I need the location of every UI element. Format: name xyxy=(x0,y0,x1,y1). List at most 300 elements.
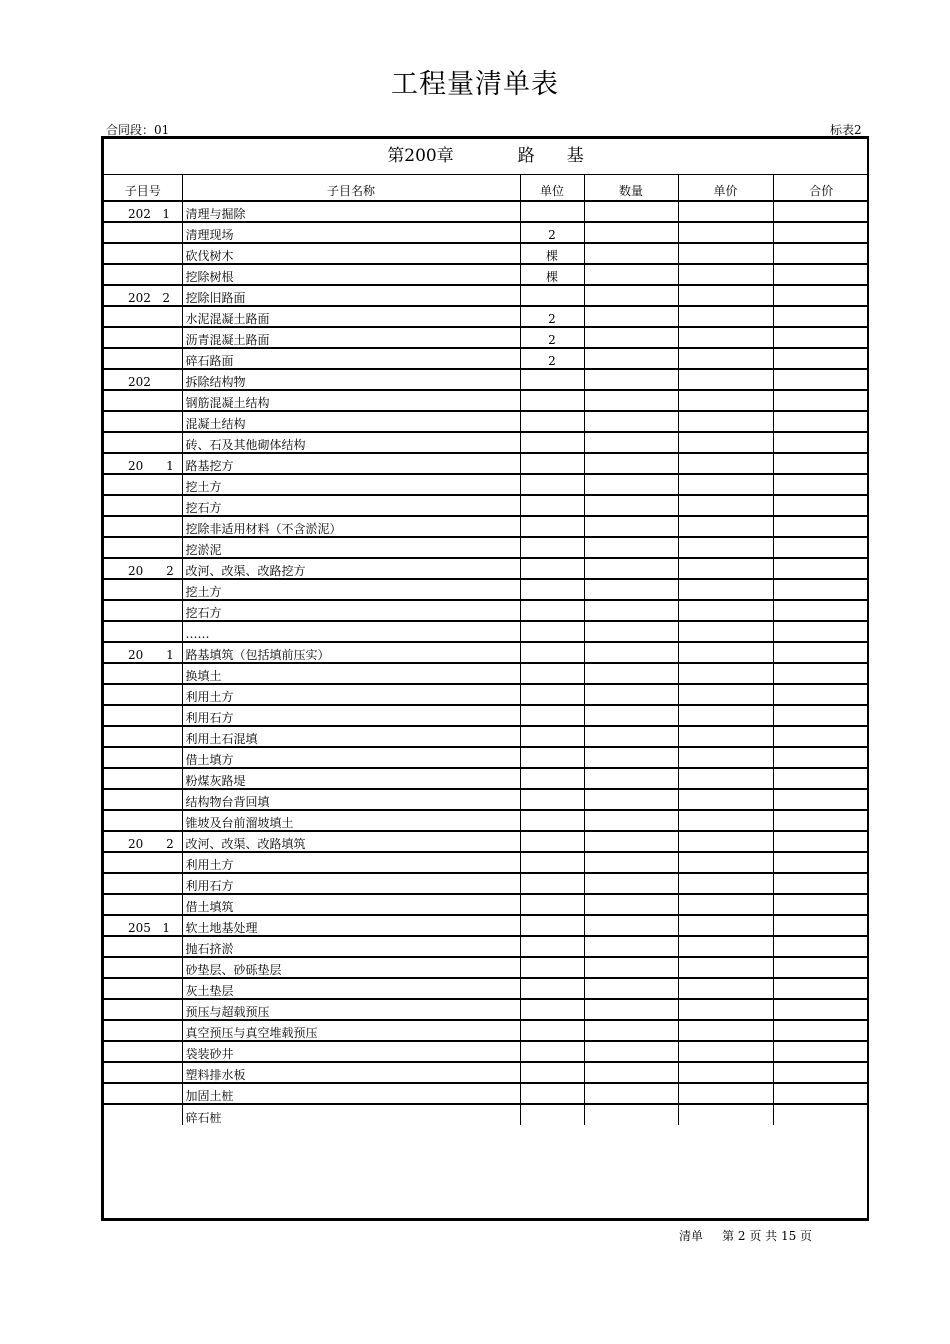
unit-cell: 2 xyxy=(520,327,584,348)
contract-section-label: 合同段：01 xyxy=(106,123,170,137)
quantity-cell xyxy=(584,453,678,474)
item-name-cell: 利用土方 xyxy=(182,852,520,873)
table-row xyxy=(104,264,869,285)
table-row xyxy=(104,768,869,789)
table-header-row xyxy=(104,174,869,201)
header-unit-price: 单价 xyxy=(678,174,773,201)
item-code-cell xyxy=(104,873,182,894)
total-price-cell xyxy=(773,705,869,726)
table-row xyxy=(104,831,869,852)
quantity-cell xyxy=(584,306,678,327)
unit-cell xyxy=(520,1104,584,1125)
quantity-cell xyxy=(584,621,678,642)
table-row xyxy=(104,915,869,936)
item-name-cell: 沥青混凝土路面 xyxy=(182,327,520,348)
unit-price-cell xyxy=(678,537,773,558)
total-price-cell xyxy=(773,747,869,768)
table-row xyxy=(104,243,869,264)
item-name-cell: 挖石方 xyxy=(182,495,520,516)
item-name-cell: 塑料排水板 xyxy=(182,1062,520,1083)
table-row xyxy=(104,978,869,999)
unit-price-cell xyxy=(678,327,773,348)
item-code-cell xyxy=(104,789,182,810)
table-code-label: 标表2 xyxy=(830,123,862,137)
quantity-cell xyxy=(584,327,678,348)
table-row xyxy=(104,663,869,684)
unit-price-cell xyxy=(678,243,773,264)
table-row xyxy=(104,894,869,915)
unit-cell xyxy=(520,600,584,621)
table-row xyxy=(104,936,869,957)
item-code-cell xyxy=(104,1020,182,1041)
total-price-cell xyxy=(773,978,869,999)
item-name-cell: 袋装砂井 xyxy=(182,1041,520,1062)
quantity-cell xyxy=(584,201,678,222)
item-name-cell: 砖、石及其他砌体结构 xyxy=(182,432,520,453)
table-row xyxy=(104,1104,869,1125)
chapter-name-part1: 路 xyxy=(517,146,535,166)
total-price-cell xyxy=(773,894,869,915)
quantity-cell xyxy=(584,432,678,453)
total-price-cell xyxy=(773,327,869,348)
total-price-cell xyxy=(773,1104,869,1125)
unit-cell xyxy=(520,1083,584,1104)
unit-price-cell xyxy=(678,579,773,600)
document-title: 工程量清单表 xyxy=(391,69,559,100)
unit-price-cell xyxy=(678,936,773,957)
item-name-cell: 抛石挤淤 xyxy=(182,936,520,957)
table-row xyxy=(104,705,869,726)
quantity-cell xyxy=(584,768,678,789)
item-code-cell xyxy=(104,600,182,621)
unit-price-cell xyxy=(678,894,773,915)
item-code-cell xyxy=(104,705,182,726)
item-code-cell xyxy=(104,999,182,1020)
chapter-heading xyxy=(104,139,867,175)
item-code-cell xyxy=(104,222,182,243)
total-price-cell xyxy=(773,537,869,558)
quantity-cell xyxy=(584,894,678,915)
quantity-cell xyxy=(584,810,678,831)
item-name-cell: 挖淤泥 xyxy=(182,537,520,558)
table-row xyxy=(104,369,869,390)
unit-cell xyxy=(520,852,584,873)
item-name-cell: 挖土方 xyxy=(182,474,520,495)
unit-cell xyxy=(520,957,584,978)
unit-price-cell xyxy=(678,600,773,621)
unit-cell xyxy=(520,810,584,831)
total-price-cell xyxy=(773,558,869,579)
item-code-cell xyxy=(104,810,182,831)
unit-cell xyxy=(520,1062,584,1083)
quantity-cell xyxy=(584,1083,678,1104)
item-name-cell: 软土地基处理 xyxy=(182,915,520,936)
quantity-cell xyxy=(584,369,678,390)
total-price-cell xyxy=(773,495,869,516)
item-code-cell: 202 1 xyxy=(104,201,182,222)
total-price-cell xyxy=(773,285,869,306)
unit-price-cell xyxy=(678,264,773,285)
unit-cell xyxy=(520,999,584,1020)
total-price-cell xyxy=(773,936,869,957)
table-row xyxy=(104,1083,869,1104)
item-name-cell: 清理与掘除 xyxy=(182,201,520,222)
item-name-cell: 混凝土结构 xyxy=(182,411,520,432)
total-price-cell xyxy=(773,348,869,369)
unit-cell xyxy=(520,474,584,495)
item-name-cell: 钢筋混凝土结构 xyxy=(182,390,520,411)
item-name-cell: 砍伐树木 xyxy=(182,243,520,264)
unit-price-cell xyxy=(678,1083,773,1104)
unit-price-cell xyxy=(678,621,773,642)
total-price-cell xyxy=(773,789,869,810)
unit-cell xyxy=(520,579,584,600)
quantity-cell xyxy=(584,348,678,369)
item-code-cell xyxy=(104,957,182,978)
quantity-cell xyxy=(584,1104,678,1125)
item-code-cell xyxy=(104,1041,182,1062)
unit-cell xyxy=(520,726,584,747)
table-row xyxy=(104,453,869,474)
total-price-cell xyxy=(773,1062,869,1083)
unit-price-cell xyxy=(678,390,773,411)
item-code-cell: 20 2 xyxy=(104,558,182,579)
table-row xyxy=(104,684,869,705)
table-row xyxy=(104,411,869,432)
total-price-cell xyxy=(773,474,869,495)
unit-price-cell xyxy=(678,516,773,537)
quantity-cell xyxy=(584,600,678,621)
quantity-cell xyxy=(584,663,678,684)
item-code-cell: 20 1 xyxy=(104,453,182,474)
unit-price-cell xyxy=(678,285,773,306)
item-name-cell: 利用土石混填 xyxy=(182,726,520,747)
quantity-cell xyxy=(584,978,678,999)
total-price-cell xyxy=(773,726,869,747)
table-row xyxy=(104,1041,869,1062)
table-row xyxy=(104,285,869,306)
table-row xyxy=(104,726,869,747)
quantity-cell xyxy=(584,1020,678,1041)
unit-price-cell xyxy=(678,852,773,873)
unit-cell xyxy=(520,453,584,474)
unit-cell xyxy=(520,768,584,789)
item-name-cell: 挖除非适用材料（不含淤泥） xyxy=(182,516,520,537)
unit-price-cell xyxy=(678,432,773,453)
unit-cell xyxy=(520,747,584,768)
chapter-name-part2: 基 xyxy=(566,146,584,166)
item-name-cell: 清理现场 xyxy=(182,222,520,243)
header-item-code: 子目号 xyxy=(104,174,182,201)
quantity-cell xyxy=(584,558,678,579)
unit-price-cell xyxy=(678,789,773,810)
quantity-cell xyxy=(584,537,678,558)
quantity-cell xyxy=(584,411,678,432)
total-price-cell xyxy=(773,411,869,432)
unit-price-cell xyxy=(678,348,773,369)
unit-price-cell xyxy=(678,831,773,852)
item-name-cell: 利用石方 xyxy=(182,873,520,894)
item-name-cell: 利用石方 xyxy=(182,705,520,726)
header-item-name: 子目名称 xyxy=(182,174,520,201)
unit-cell xyxy=(520,1041,584,1062)
unit-price-cell xyxy=(678,222,773,243)
quantity-cell xyxy=(584,495,678,516)
table-row xyxy=(104,537,869,558)
table-row xyxy=(104,1020,869,1041)
item-name-cell: 碎石桩 xyxy=(182,1104,520,1125)
unit-cell xyxy=(520,390,584,411)
unit-cell xyxy=(520,1020,584,1041)
quantity-cell xyxy=(584,285,678,306)
item-name-cell: 挖石方 xyxy=(182,600,520,621)
total-price-cell xyxy=(773,663,869,684)
item-name-cell: 改河、改渠、改路挖方 xyxy=(182,558,520,579)
unit-price-cell xyxy=(678,978,773,999)
unit-price-cell xyxy=(678,495,773,516)
item-name-cell: 挖土方 xyxy=(182,579,520,600)
item-code-cell xyxy=(104,537,182,558)
item-name-cell: 路基挖方 xyxy=(182,453,520,474)
quantity-cell xyxy=(584,1041,678,1062)
table-row xyxy=(104,495,869,516)
unit-price-cell xyxy=(678,915,773,936)
table-row xyxy=(104,222,869,243)
quantity-cell xyxy=(584,474,678,495)
total-price-cell xyxy=(773,810,869,831)
unit-price-cell xyxy=(678,684,773,705)
unit-cell xyxy=(520,915,584,936)
unit-cell xyxy=(520,495,584,516)
item-code-cell xyxy=(104,894,182,915)
total-price-cell xyxy=(773,999,869,1020)
unit-cell: 2 xyxy=(520,306,584,327)
unit-cell xyxy=(520,432,584,453)
unit-cell: 棵 xyxy=(520,264,584,285)
unit-cell xyxy=(520,684,584,705)
unit-cell xyxy=(520,894,584,915)
table-row xyxy=(104,789,869,810)
quantity-cell xyxy=(584,390,678,411)
item-code-cell xyxy=(104,684,182,705)
total-price-cell xyxy=(773,369,869,390)
unit-cell xyxy=(520,873,584,894)
quantity-cell xyxy=(584,243,678,264)
item-code-cell xyxy=(104,936,182,957)
quantity-cell xyxy=(584,726,678,747)
unit-price-cell xyxy=(678,474,773,495)
total-price-cell xyxy=(773,516,869,537)
header-quantity: 数量 xyxy=(584,174,678,201)
table-row xyxy=(104,201,869,222)
quantity-cell xyxy=(584,579,678,600)
table-row xyxy=(104,747,869,768)
total-price-cell xyxy=(773,852,869,873)
unit-cell xyxy=(520,285,584,306)
unit-price-cell xyxy=(678,558,773,579)
item-name-cell: 粉煤灰路堤 xyxy=(182,768,520,789)
item-code-cell xyxy=(104,474,182,495)
unit-cell xyxy=(520,369,584,390)
item-code-cell xyxy=(104,852,182,873)
item-code-cell: 205 1 xyxy=(104,915,182,936)
table-row xyxy=(104,600,869,621)
item-name-cell: 借土填筑 xyxy=(182,894,520,915)
items-table xyxy=(104,174,869,1125)
total-price-cell xyxy=(773,306,869,327)
unit-cell xyxy=(520,537,584,558)
item-name-cell: 锥坡及台前溜坡填土 xyxy=(182,810,520,831)
total-price-cell xyxy=(773,684,869,705)
header-unit: 单位 xyxy=(520,174,584,201)
quantity-cell xyxy=(584,873,678,894)
table-row xyxy=(104,579,869,600)
item-code-cell xyxy=(104,1062,182,1083)
item-code-cell xyxy=(104,390,182,411)
item-code-cell xyxy=(104,579,182,600)
unit-price-cell xyxy=(678,201,773,222)
total-price-cell xyxy=(773,1083,869,1104)
table-row xyxy=(104,348,869,369)
total-price-cell xyxy=(773,222,869,243)
quantity-cell xyxy=(584,222,678,243)
total-price-cell xyxy=(773,1041,869,1062)
item-name-cell: 拆除结构物 xyxy=(182,369,520,390)
table-row xyxy=(104,999,869,1020)
item-code-cell xyxy=(104,1104,182,1125)
total-price-cell xyxy=(773,264,869,285)
unit-price-cell xyxy=(678,411,773,432)
item-code-cell xyxy=(104,306,182,327)
item-code-cell: 202 xyxy=(104,369,182,390)
table-row xyxy=(104,306,869,327)
unit-price-cell xyxy=(678,1062,773,1083)
total-price-cell xyxy=(773,600,869,621)
item-code-cell xyxy=(104,768,182,789)
item-code-cell xyxy=(104,432,182,453)
item-code-cell xyxy=(104,747,182,768)
item-name-cell: 结构物台背回填 xyxy=(182,789,520,810)
unit-price-cell xyxy=(678,726,773,747)
unit-cell xyxy=(520,201,584,222)
unit-price-cell xyxy=(678,1041,773,1062)
total-price-cell xyxy=(773,1020,869,1041)
item-code-cell xyxy=(104,516,182,537)
table-body xyxy=(104,201,869,1125)
total-price-cell xyxy=(773,768,869,789)
unit-price-cell xyxy=(678,768,773,789)
item-code-cell: 20 1 xyxy=(104,642,182,663)
unit-cell xyxy=(520,516,584,537)
bill-of-quantities-sheet xyxy=(101,136,869,1221)
quantity-cell xyxy=(584,915,678,936)
page-footer: 清单 第 2 页 共 15 页 xyxy=(679,1229,813,1243)
item-code-cell xyxy=(104,327,182,348)
quantity-cell xyxy=(584,747,678,768)
item-name-cell: 预压与超载预压 xyxy=(182,999,520,1020)
item-name-cell: 加固土桩 xyxy=(182,1083,520,1104)
item-name-cell: …… xyxy=(182,621,520,642)
item-name-cell: 借土填方 xyxy=(182,747,520,768)
quantity-cell xyxy=(584,789,678,810)
unit-cell xyxy=(520,978,584,999)
unit-cell xyxy=(520,411,584,432)
unit-price-cell xyxy=(678,1104,773,1125)
unit-cell xyxy=(520,621,584,642)
item-name-cell: 利用土方 xyxy=(182,684,520,705)
table-row xyxy=(104,516,869,537)
unit-cell xyxy=(520,831,584,852)
item-name-cell: 真空预压与真空堆载预压 xyxy=(182,1020,520,1041)
quantity-cell xyxy=(584,936,678,957)
total-price-cell xyxy=(773,915,869,936)
quantity-cell xyxy=(584,684,678,705)
unit-price-cell xyxy=(678,1020,773,1041)
unit-price-cell xyxy=(678,873,773,894)
total-price-cell xyxy=(773,642,869,663)
item-code-cell xyxy=(104,621,182,642)
table-row xyxy=(104,390,869,411)
item-code-cell xyxy=(104,348,182,369)
total-price-cell xyxy=(773,957,869,978)
total-price-cell xyxy=(773,432,869,453)
unit-price-cell xyxy=(678,705,773,726)
unit-price-cell xyxy=(678,306,773,327)
item-name-cell: 改河、改渠、改路填筑 xyxy=(182,831,520,852)
item-code-cell xyxy=(104,243,182,264)
table-row xyxy=(104,558,869,579)
item-code-cell xyxy=(104,495,182,516)
item-code-cell xyxy=(104,726,182,747)
total-price-cell xyxy=(773,201,869,222)
quantity-cell xyxy=(584,264,678,285)
item-name-cell: 路基填筑（包括填前压实） xyxy=(182,642,520,663)
quantity-cell xyxy=(584,516,678,537)
table-row xyxy=(104,1062,869,1083)
unit-price-cell xyxy=(678,999,773,1020)
unit-cell xyxy=(520,789,584,810)
unit-price-cell xyxy=(678,810,773,831)
item-name-cell: 换填土 xyxy=(182,663,520,684)
quantity-cell xyxy=(584,852,678,873)
item-name-cell: 挖除树根 xyxy=(182,264,520,285)
unit-cell xyxy=(520,936,584,957)
chapter-number: 第200章 xyxy=(387,146,454,166)
unit-price-cell xyxy=(678,747,773,768)
table-row xyxy=(104,432,869,453)
table-row xyxy=(104,957,869,978)
total-price-cell xyxy=(773,873,869,894)
table-row xyxy=(104,810,869,831)
unit-price-cell xyxy=(678,642,773,663)
unit-price-cell xyxy=(678,957,773,978)
item-name-cell: 砂垫层、砂砾垫层 xyxy=(182,957,520,978)
unit-cell xyxy=(520,705,584,726)
quantity-cell xyxy=(584,705,678,726)
table-row xyxy=(104,873,869,894)
total-price-cell xyxy=(773,453,869,474)
item-code-cell: 202 2 xyxy=(104,285,182,306)
unit-cell xyxy=(520,663,584,684)
item-name-cell: 挖除旧路面 xyxy=(182,285,520,306)
quantity-cell xyxy=(584,999,678,1020)
total-price-cell xyxy=(773,831,869,852)
table-row xyxy=(104,327,869,348)
item-name-cell: 灰土垫层 xyxy=(182,978,520,999)
unit-cell: 2 xyxy=(520,222,584,243)
table-row xyxy=(104,621,869,642)
unit-cell: 2 xyxy=(520,348,584,369)
